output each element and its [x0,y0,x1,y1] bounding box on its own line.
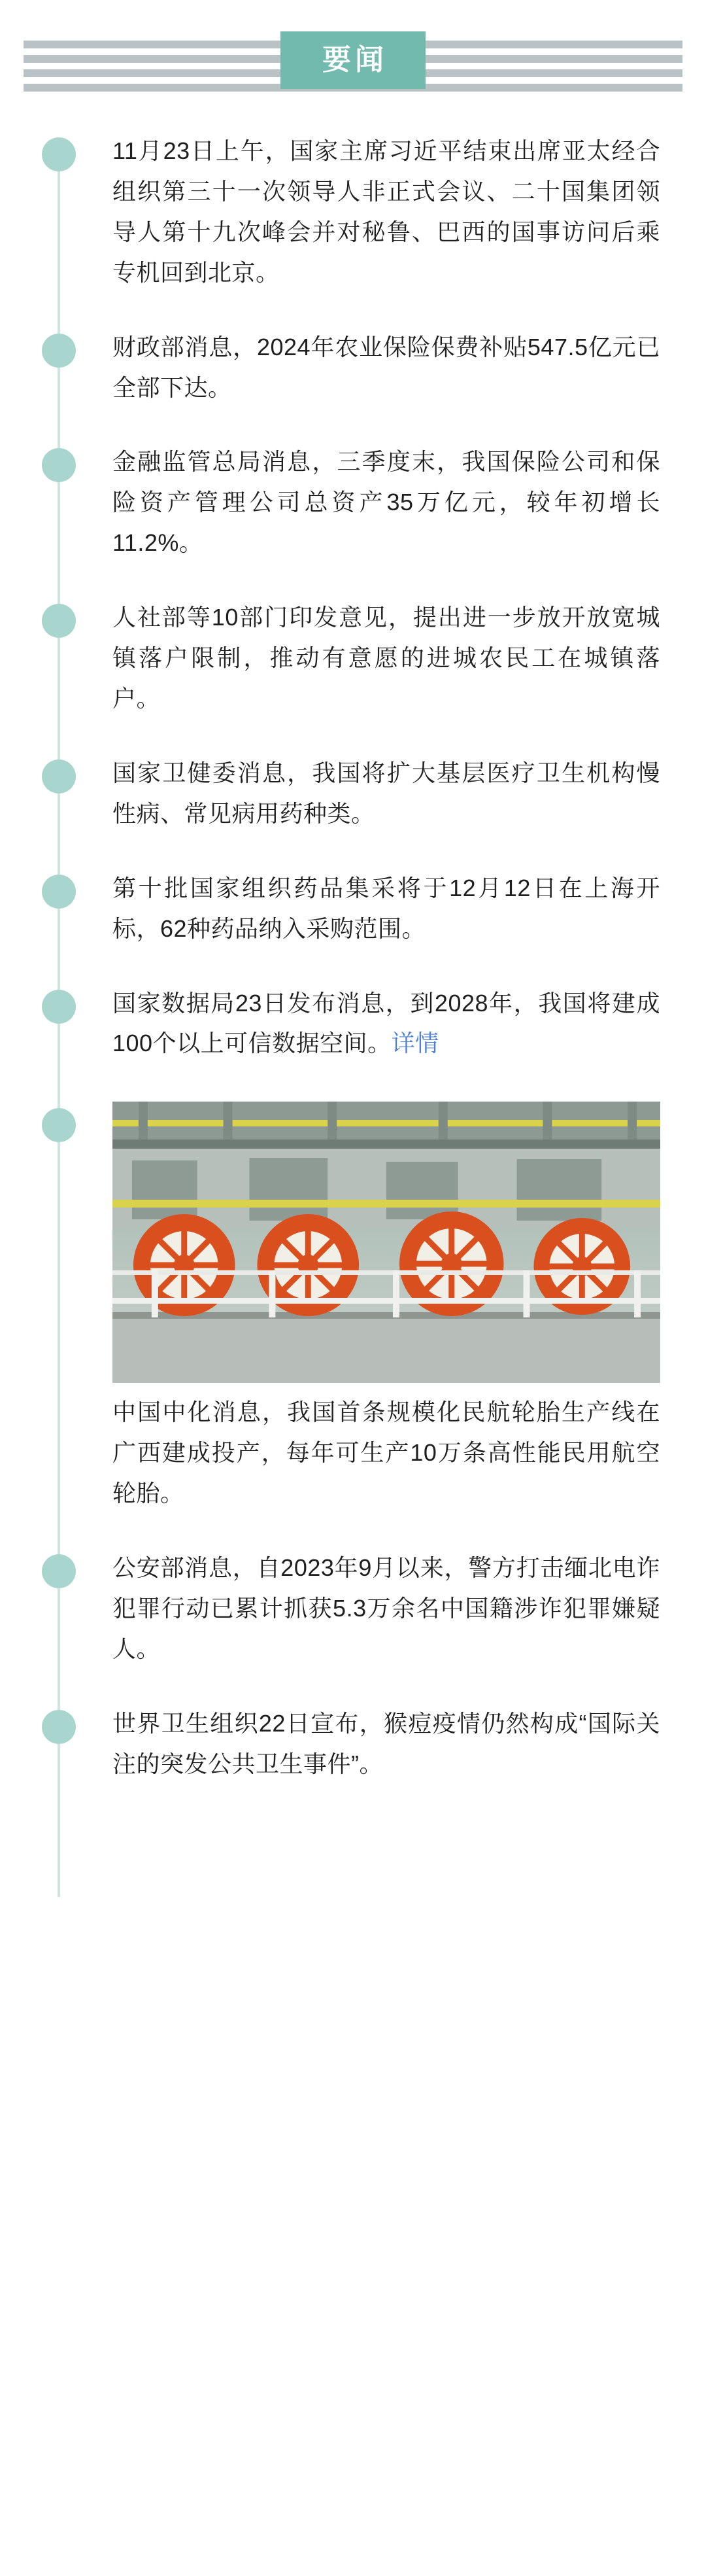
timeline-dot-icon [42,334,76,368]
news-text: 11月23日上午，国家主席习近平结束出席亚太经合组织第三十一次领导人非正式会议、二十国集团领导人第十九次峰会并对秘鲁、巴西的国事访问后乘专机回到北京。 [112,137,660,286]
news-timeline [0,131,706,1897]
list-item [0,753,706,868]
news-text: 财政部消息，2024年农业保险保费补贴547.5亿元已全部下达。 [112,333,660,401]
timeline-dot-icon [42,137,76,171]
detail-link[interactable]: 详情 [391,1030,439,1057]
timeline-dot-icon [42,875,76,909]
news-text: 第十批国家组织药品集采将于12月12日在上海开标，62种药品纳入采购范围。 [112,874,660,942]
news-text: 人社部等10部门印发意见，提出进一步放开放宽城镇落户限制，推动有意愿的进城农民工在城镇落户。 [112,604,660,712]
list-item [0,327,706,442]
news-text: 中国中化消息，我国首条规模化民航轮胎生产线在广西建成投产，每年可生产10万条高性能民用航空轮胎。 [112,1399,660,1507]
list-item [0,1703,706,1819]
list-item [0,868,706,983]
list-item [0,597,706,753]
timeline-dot-icon [42,1108,76,1142]
news-photo [112,1102,660,1383]
news-text [112,983,660,1064]
list-item [0,131,706,327]
timeline-dot-icon [42,448,76,482]
news-text: 国家卫健委消息，我国将扩大基层医疗卫生机构慢性病、常见病用药种类。 [112,759,660,827]
timeline-dot-icon [42,990,76,1024]
news-list [0,131,706,1819]
news-text: 世界卫生组织22日宣布，猴痘疫情仍然构成“国际关注的突发公共卫生事件”。 [112,1709,660,1777]
timeline-dot-icon [42,759,76,793]
list-item [0,1102,706,1548]
news-text-body: 国家数据局23日发布消息，到2028年，我国将建成100个以上可信数据空间。 [112,989,660,1057]
page-title: 要闻 [280,31,426,89]
timeline-dot-icon [42,1554,76,1588]
page-header [0,0,706,131]
list-item [0,1548,706,1703]
list-item [0,983,706,1098]
news-text: 公安部消息，自2023年9月以来，警方打击缅北电诈犯罪行动已累计抓获5.3万余名中国籍涉诈犯罪嫌疑人。 [112,1554,660,1662]
list-item [0,442,706,597]
timeline-dot-icon [42,1710,76,1744]
timeline-dot-icon [42,604,76,638]
news-text: 金融监管总局消息，三季度末，我国保险公司和保险资产管理公司总资产35万亿元，较年初增长11.2%。 [112,448,660,557]
